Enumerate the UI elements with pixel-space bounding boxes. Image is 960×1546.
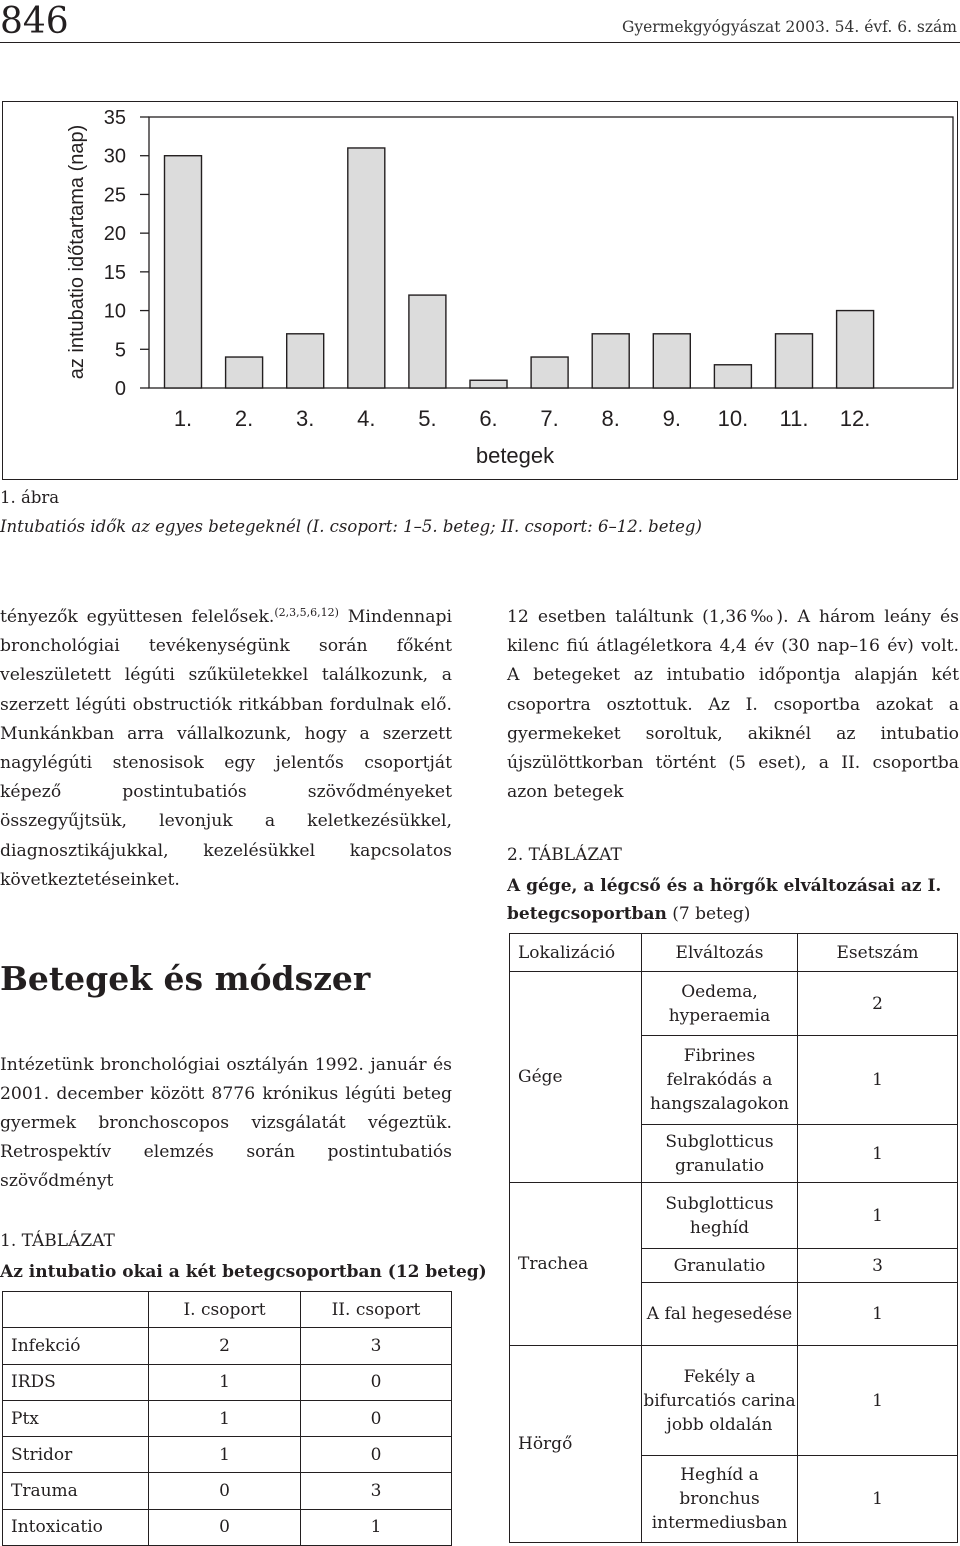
y-tick-label: 15 — [103, 261, 126, 284]
y-tick-label: 20 — [103, 223, 126, 246]
x-tick-label: 5. — [418, 406, 437, 431]
table-1-number: 1. TÁBLÁZAT — [0, 1231, 115, 1251]
y-tick-label: 10 — [103, 300, 126, 323]
table-cell: 0 — [301, 1364, 452, 1400]
table-cell: Stridor — [3, 1437, 149, 1473]
table-1-title: Az intubatio okai a két betegcsoportban (12 beteg) — [0, 1262, 487, 1282]
x-tick-label: 7. — [540, 406, 559, 431]
bar-chart — [3, 102, 956, 478]
table-cell: 1 — [149, 1437, 301, 1473]
table-cell: IRDS — [3, 1364, 149, 1400]
table-1-header-row — [3, 1292, 452, 1328]
bar — [287, 334, 324, 388]
change-cell: Fekély a bifurcatiós carina jobb oldalán — [642, 1346, 798, 1456]
change-cell: Oedema, hyperaemia — [642, 972, 798, 1036]
table-row — [510, 972, 958, 1036]
table-2-title-count: (7 beteg) — [666, 904, 751, 924]
change-cell: Subglotticus heghíd — [642, 1183, 798, 1249]
table-cell: Ptx — [3, 1400, 149, 1436]
table-cell: 3 — [301, 1328, 452, 1364]
count-cell: 1 — [798, 1456, 958, 1543]
table-2-title — [507, 872, 959, 928]
table-1 — [2, 1291, 452, 1546]
figure-caption: Intubatiós idők az egyes betegeknél (I. csoport: 1–5. beteg; II. csoport: 6–12. beteg) — [0, 517, 702, 536]
table-1-header-cell: I. csoport — [149, 1292, 301, 1328]
para1-text-before: tényezők együttesen felelősek. — [0, 607, 275, 627]
x-tick-label: 11. — [779, 406, 809, 431]
x-axis-label: betegek — [475, 443, 555, 468]
table-row — [510, 1183, 958, 1249]
table-row — [510, 1346, 958, 1456]
bar — [165, 156, 202, 388]
table-row — [3, 1364, 452, 1400]
table-row — [3, 1509, 452, 1545]
count-cell: 1 — [798, 1346, 958, 1456]
running-head: Gyermekgyógyászat 2003. 54. évf. 6. szám — [621, 18, 957, 36]
y-tick-label: 25 — [103, 184, 126, 207]
location-cell: Gége — [510, 972, 642, 1183]
bar — [409, 295, 446, 388]
table-2-header-cell: Esetszám — [798, 934, 958, 972]
left-column — [0, 603, 452, 895]
table-cell: 0 — [301, 1400, 452, 1436]
x-tick-label: 12. — [839, 406, 871, 431]
y-axis-label: az intubatio időtartama (nap) — [66, 124, 88, 380]
y-tick-label: 5 — [114, 339, 126, 362]
x-tick-label: 1. — [173, 406, 193, 431]
table-cell: 0 — [149, 1473, 301, 1509]
change-cell: A fal hegesedése — [642, 1283, 798, 1346]
bar — [776, 334, 813, 388]
change-cell: Fibrines felrakódás a hangszalagokon — [642, 1036, 798, 1125]
count-cell: 2 — [798, 972, 958, 1036]
change-cell: Heghíd a bronchus intermediusban — [642, 1456, 798, 1543]
table-row — [3, 1437, 452, 1473]
x-tick-label: 10. — [717, 406, 749, 431]
page-number: 846 — [0, 1, 69, 42]
header-rule — [0, 42, 960, 43]
x-tick-label: 8. — [601, 406, 620, 431]
table-cell: Intoxicatio — [3, 1509, 149, 1545]
right-paragraph-1: 12 esetben találtunk (1,36‰). A három leány és kilenc fiú átlagéletkora 4,4 év (30 nap–16 év) volt. A betegeket az intubatio időpontja alapján két csoportra osztottuk. Az I. csoportba azokat a gyermekeket soroltuk, akiknél az intubatio újszülöttkorban történt (5 eset), a II. csoportba azon betegek — [507, 607, 959, 803]
reference-superscript: (2,3,5,6,12) — [274, 606, 339, 619]
y-tick-label: 0 — [114, 378, 126, 400]
table-row — [3, 1400, 452, 1436]
table-cell: 0 — [301, 1437, 452, 1473]
right-column — [507, 603, 959, 807]
bar — [470, 380, 507, 388]
x-tick-label: 6. — [479, 406, 498, 431]
table-cell: Infekció — [3, 1328, 149, 1364]
table-cell: 1 — [301, 1509, 452, 1545]
table-2-header-row — [510, 934, 958, 972]
bar — [348, 148, 385, 388]
table-cell: Trauma — [3, 1473, 149, 1509]
x-tick-label: 2. — [234, 406, 254, 431]
y-tick-label: 30 — [103, 145, 126, 168]
x-tick-label: 3. — [296, 406, 315, 431]
y-tick-label: 35 — [103, 107, 126, 129]
bar — [714, 365, 751, 388]
x-tick-label: 9. — [662, 406, 681, 431]
change-cell: Granulatio — [642, 1249, 798, 1283]
table-2-number: 2. TÁBLÁZAT — [507, 845, 622, 865]
figure-number: 1. ábra — [0, 488, 60, 507]
count-cell: 1 — [798, 1283, 958, 1346]
location-cell: Trachea — [510, 1183, 642, 1346]
table-cell: 0 — [149, 1509, 301, 1545]
plot-area — [149, 117, 953, 388]
bar — [592, 334, 629, 388]
table-row — [3, 1328, 452, 1364]
left-paragraph-1 — [0, 603, 452, 895]
bar — [837, 311, 874, 388]
table-cell: 1 — [149, 1400, 301, 1436]
count-cell: 1 — [798, 1125, 958, 1183]
bar — [226, 357, 263, 388]
table-cell: 1 — [149, 1364, 301, 1400]
figure-1-chart — [2, 101, 958, 480]
bar — [653, 334, 690, 388]
location-cell: Hörgő — [510, 1346, 642, 1543]
bar — [531, 357, 568, 388]
table-2-header-cell: Lokalizáció — [510, 934, 642, 972]
table-2-title-bold: A gége, a légcső és a hörgők elváltozásai az I. betegcsoportban — [507, 876, 942, 924]
table-2 — [509, 933, 958, 1543]
para1-text-after: Mindennapi bronchológiai tevékenységünk során főként veleszületett légúti szűkületekkel találkozunk, a szerzett légúti obstructiók ritkábban fordulnak elő. Munkánkban arra vállalkozunk, hogy a szerzett nagylégúti stenosisok egy jelentős csoportját képező postintubatiós szövődményeket összegyűjtsük, levonjuk a keletkezésükkel, diagnosztikájukkal, kezelésükkel kapcsolatos következtetéseinket. — [0, 607, 452, 890]
section-heading-methods: Betegek és módszer — [0, 959, 371, 998]
table-2-header-cell: Elváltozás — [642, 934, 798, 972]
count-cell: 1 — [798, 1036, 958, 1125]
x-tick-label: 4. — [357, 406, 376, 431]
count-cell: 3 — [798, 1249, 958, 1283]
count-cell: 1 — [798, 1183, 958, 1249]
table-1-header-cell: II. csoport — [301, 1292, 452, 1328]
table-row — [3, 1473, 452, 1509]
left-paragraph-2: Intézetünk bronchológiai osztályán 1992. január és 2001. december között 8776 krónikus légúti beteg gyermek bronchoscopos vizsgálatát végeztük. Retrospektív elemzés során postintubatiós szövődményt — [0, 1055, 452, 1191]
table-1-header-cell — [3, 1292, 149, 1328]
table-cell: 3 — [301, 1473, 452, 1509]
table-cell: 2 — [149, 1328, 301, 1364]
change-cell: Subglotticus granulatio — [642, 1125, 798, 1183]
